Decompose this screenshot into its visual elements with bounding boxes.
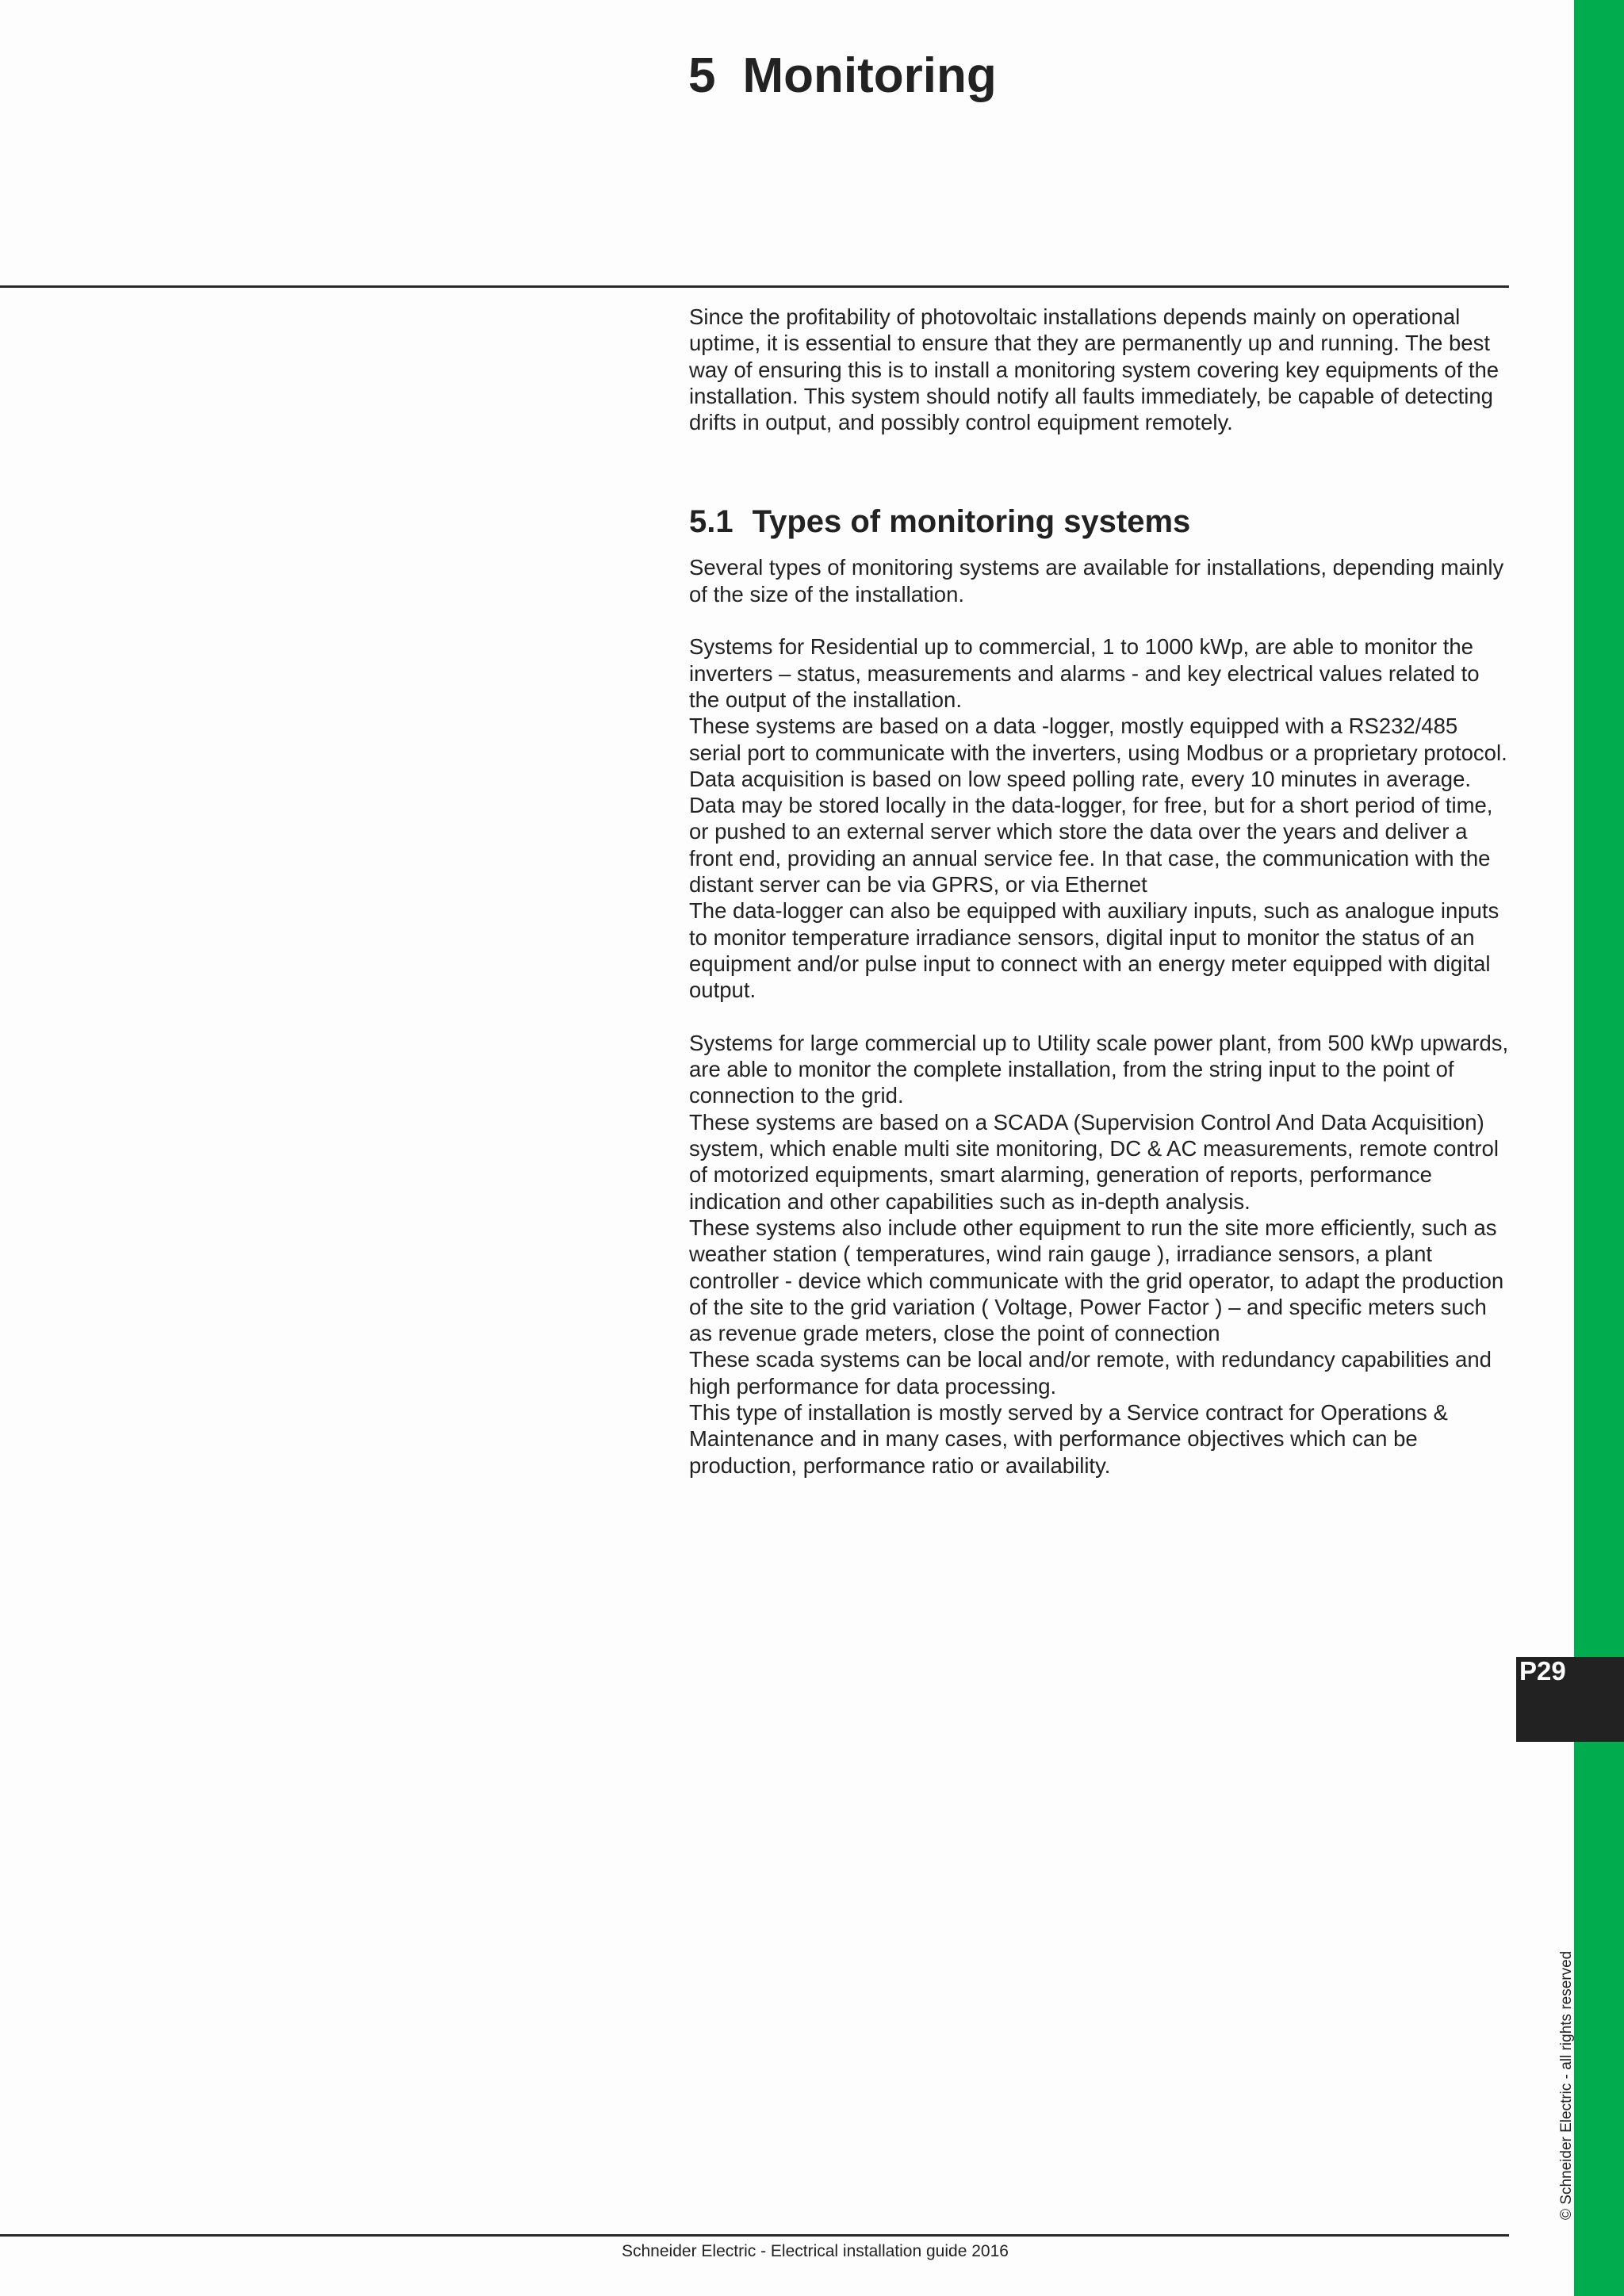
- paragraph-data-acquisition: Data acquisition is based on low speed polling rate, every 10 minutes in average.: [689, 766, 1471, 791]
- paragraph-utility-systems: Systems for large commercial up to Utility scale power plant, from 500 kWp upwards, are able to monitor the complete installation, from the string input to the point of connection to the grid.: [689, 1030, 1509, 1108]
- green-side-band: [1574, 0, 1624, 2296]
- page-number-tab: [1516, 1657, 1624, 1742]
- paragraph-residential-systems: Systems for Residential up to commercial, 1 to 1000 kWp, are able to monitor the inverters – status, measurements and alarms - and key electrical values related to the output of the installation.: [689, 634, 1480, 712]
- paragraph-other-equipment: These systems also include other equipment to run the site more efficiently, such as weather station ( temperatures, wind rain gauge ), irradiance sensors, a plant controller - device which communicate with the grid operator, to adapt the production of the site to the grid variation ( Voltage, Power Factor ) – and specific meters such as revenue grade meters, close the point of connection: [689, 1215, 1504, 1346]
- main-content: [689, 304, 1514, 1479]
- bottom-divider: [0, 2234, 1509, 2237]
- paragraph-gap: [689, 607, 1514, 633]
- paragraph-data-storage: Data may be stored locally in the data-logger, for free, but for a short period of time, or pushed to an external server which store the data over the years and deliver a front end, providing an annual service fee. In that case, the communication with the distant server can be via GPRS, or via Ethernet: [689, 793, 1493, 897]
- chapter-title-text: Monitoring: [742, 48, 997, 103]
- paragraph-overview: Several types of monitoring systems are available for installations, depending mainly of the size of the installation.: [689, 555, 1504, 607]
- section-title: [689, 503, 1514, 541]
- section-number: 5.1: [689, 504, 733, 540]
- copyright-notice: © Schneider Electric - all rights reserved: [1558, 1950, 1575, 2220]
- paragraph-scada-local-remote: These scada systems can be local and/or remote, with redundancy capabilities and high performance for data processing.: [689, 1347, 1492, 1399]
- section-title-text: Types of monitoring systems: [752, 504, 1191, 540]
- paragraph-service-contract: This type of installation is mostly served by a Service contract for Operations & Maintenance and in many cases, with performance objectives which can be production, performance ratio or availability.: [689, 1399, 1448, 1478]
- paragraph-gap: [689, 1004, 1514, 1030]
- chapter-title: [688, 44, 997, 108]
- top-divider: [0, 285, 1509, 288]
- paragraph-scada: These systems are based on a SCADA (Supervision Control And Data Acquisition) system, which enable multi site monitoring, DC & AC measurements, remote control of motorized equipments, smart alarming, generation of reports, performance indication and other capabilities such as in-depth analysis.: [689, 1109, 1499, 1214]
- chapter-number: 5: [688, 48, 716, 103]
- paragraph-auxiliary-inputs: The data-logger can also be equipped with auxiliary inputs, such as analogue inputs to monitor temperature irradiance sensors, digital input to monitor the status of an equipment and/or pulse input to connect with an energy meter equipped with digital output.: [689, 898, 1500, 1003]
- footer-text: Schneider Electric - Electrical installation guide 2016: [622, 2242, 1009, 2260]
- page-number: P29: [1519, 1656, 1566, 1686]
- intro-paragraph: Since the profitability of photovoltaic installations depends mainly on operational uptime, it is essential to ensure that they are permanently up and running. The best way of ensuring this is to install a monitoring system covering key equipments of the installation. This system should notify all faults immediately, be capable of detecting drifts in output, and possibly control equipment remotely.: [689, 304, 1500, 435]
- paragraph-data-logger: These systems are based on a data -logger, mostly equipped with a RS232/485 serial port to communicate with the inverters, using Modbus or a proprietary protocol.: [689, 714, 1507, 765]
